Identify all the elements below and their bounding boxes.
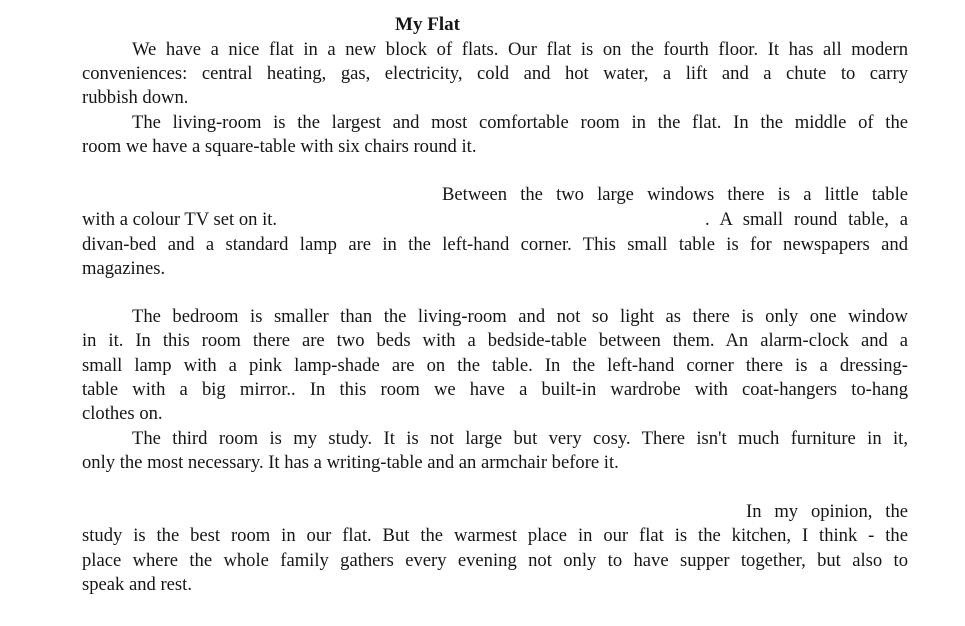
- text-line: only the most necessary. It has a writing-table and an armchair before it.: [82, 452, 619, 473]
- text-line: The living-room is the largest and most comfortable room in the flat. In the middle of the: [132, 112, 908, 133]
- text-line: The third room is my study. It is not large but very cosy. There isn't much furniture in it,: [132, 428, 908, 449]
- text-line: table with a big mirror.. In this room we have a built-in wardrobe with coat-hangers to-hang: [82, 379, 908, 400]
- text-line: We have a nice flat in a new block of flats. Our flat is on the fourth floor. It has all modern: [132, 39, 908, 60]
- text-line: small lamp with a pink lamp-shade are on the table. In the left-hand corner there is a dressing-: [82, 355, 908, 376]
- text-line: In my opinion, the: [746, 501, 908, 522]
- text-line: divan-bed and a standard lamp are in the left-hand corner. This small table is for newspapers and: [82, 234, 908, 255]
- text-line: . A small round table, a: [705, 209, 908, 230]
- text-line: with a colour TV set on it.: [82, 209, 278, 230]
- text-line: study is the best room in our flat. But the warmest place in our flat is the kitchen, I think - the: [82, 525, 908, 546]
- text-line: Between the two large windows there is a little table: [442, 184, 908, 205]
- text-line: room we have a square-table with six chairs round it.: [82, 136, 477, 157]
- text-line: magazines.: [82, 258, 166, 279]
- text-line: place where the whole family gathers every evening not only to have supper together, but also to: [82, 550, 908, 571]
- text-line: clothes on.: [82, 403, 163, 424]
- text-line: The bedroom is smaller than the living-room and not so light as there is only one window: [132, 306, 908, 327]
- document-title: My Flat: [395, 14, 460, 35]
- text-line: in it. In this room there are two beds with a bedside-table between them. An alarm-clock and a: [82, 330, 908, 351]
- text-line: speak and rest.: [82, 574, 192, 595]
- text-line: conveniences: central heating, gas, electricity, cold and hot water, a lift and a chute to carry: [82, 63, 908, 84]
- text-line: rubbish down.: [82, 87, 189, 108]
